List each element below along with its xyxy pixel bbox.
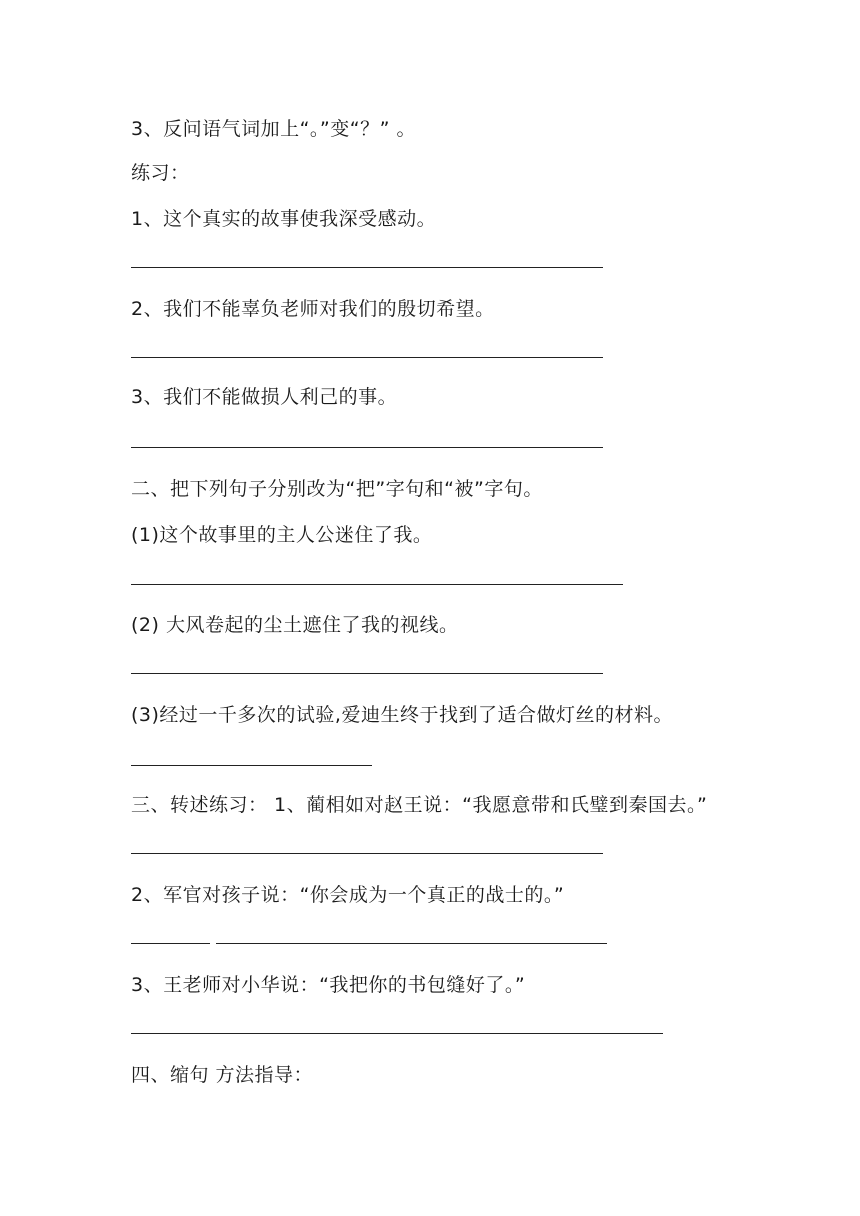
section-3-heading: 三、转述练习： 1、蔺相如对赵王说：“我愿意带和氏璧到秦国去。” bbox=[131, 794, 708, 816]
section-2-sentence-1: (1)这个故事里的主人公迷住了我。 bbox=[131, 524, 433, 546]
answer-line-7[interactable] bbox=[131, 853, 603, 854]
answer-line-9[interactable] bbox=[131, 1033, 663, 1034]
answer-line-3[interactable] bbox=[131, 447, 603, 448]
section-4-heading: 四、缩句 方法指导： bbox=[131, 1064, 314, 1086]
answer-line-1[interactable] bbox=[131, 267, 603, 268]
exercise-sentence-2: 2、我们不能辜负老师对我们的殷切希望。 bbox=[131, 298, 495, 320]
section-2-sentence-3: (3)经过一千多次的试验,爱迪生终于找到了适合做灯丝的材料。 bbox=[131, 704, 673, 726]
rule-item-3: 3、反问语气词加上“。”变“？” 。 bbox=[131, 118, 417, 140]
section-2-sentence-2: (2) 大风卷起的尘土遮住了我的视线。 bbox=[131, 614, 459, 636]
answer-line-8a[interactable] bbox=[131, 943, 210, 944]
answer-line-8b[interactable] bbox=[216, 943, 607, 944]
section-2-heading: 二、把下列句子分别改为“把”字句和“被”字句。 bbox=[131, 478, 543, 500]
section-3-sentence-2: 2、军官对孩子说：“你会成为一个真正的战士的。” bbox=[131, 884, 565, 906]
exercise-sentence-1: 1、这个真实的故事使我深受感动。 bbox=[131, 208, 437, 230]
answer-line-6[interactable] bbox=[131, 765, 372, 766]
section-3-sentence-3: 3、王老师对小华说：“我把你的书包缝好了。” bbox=[131, 974, 526, 996]
answer-line-2[interactable] bbox=[131, 357, 603, 358]
exercise-sentence-3: 3、我们不能做损人利己的事。 bbox=[131, 386, 398, 408]
practice-heading: 练习： bbox=[131, 162, 190, 184]
answer-line-5[interactable] bbox=[131, 673, 603, 674]
answer-line-4[interactable] bbox=[131, 584, 623, 585]
